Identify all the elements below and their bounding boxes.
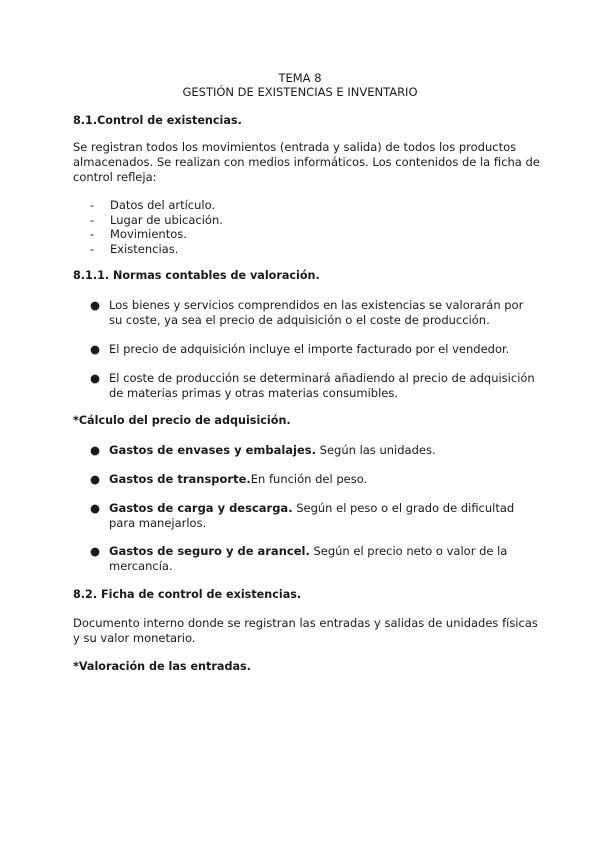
dash-marker: - xyxy=(90,198,95,212)
list-item: ● Los bienes y servicios comprendidos en las existencias se valorarán por su coste, ya sea el precio de adquisición o el coste de producción. xyxy=(90,298,524,327)
bullet-marker: ● xyxy=(90,371,101,385)
bullet-marker: ● xyxy=(90,501,101,515)
list-item: - Movimientos. xyxy=(90,227,187,241)
list-item: ● Gastos de envases y embalajes. Según las unidades. xyxy=(90,443,436,457)
list-item: - Datos del artículo. xyxy=(90,198,216,212)
valoracion-heading: *Valoración de las entradas. xyxy=(73,660,251,673)
list-item: ● Gastos de carga y descarga. Según el peso o el grado de dificultad para manejarlos. xyxy=(90,501,515,530)
bullet-marker: ● xyxy=(90,342,101,356)
calculo-heading: *Cálculo del precio de adquisición. xyxy=(73,414,291,427)
section-8-2-paragraph: Documento interno donde se registran las entradas y salidas de unidades físicas y su valor monetario. xyxy=(73,616,538,645)
dash-marker: - xyxy=(90,227,95,241)
list-item: - Lugar de ubicación. xyxy=(90,212,223,227)
bullet-marker: ● xyxy=(90,298,101,312)
bullet-marker: ● xyxy=(90,472,101,486)
dash-marker: - xyxy=(90,212,95,227)
list-item: - Existencias. xyxy=(90,241,179,256)
topic-number: TEMA 8 xyxy=(278,71,322,85)
list-item: ● Gastos de seguro y de arancel. Según el precio neto o valor de la mercancía. xyxy=(90,544,508,573)
list-item: ● Gastos de transporte.En función del peso. xyxy=(90,472,368,486)
list-item: ● El coste de producción se determinará añadiendo al precio de adquisición de materias primas y otras materias consumibles. xyxy=(90,371,535,400)
section-8-1-paragraph: Se registran todos los movimientos (entrada y salida) de todos los productos almacenados. Se realizan con medios informáticos. Los contenidos de la ficha de control refleja: xyxy=(73,140,540,184)
topic-title: GESTIÓN DE EXISTENCIAS E INVENTARIO xyxy=(182,85,418,99)
section-8-1-1-heading: 8.1.1. Normas contables de valoración. xyxy=(73,269,320,282)
section-8-1-heading: 8.1.Control de existencias. xyxy=(73,114,242,127)
bullet-marker: ● xyxy=(90,443,101,457)
list-item: ● El precio de adquisición incluye el importe facturado por el vendedor. xyxy=(90,342,510,356)
bullet-marker: ● xyxy=(90,544,101,558)
section-8-2-heading: 8.2. Ficha de control de existencias. xyxy=(73,588,302,601)
dash-marker: - xyxy=(90,241,95,256)
control-contents-list xyxy=(90,198,223,256)
